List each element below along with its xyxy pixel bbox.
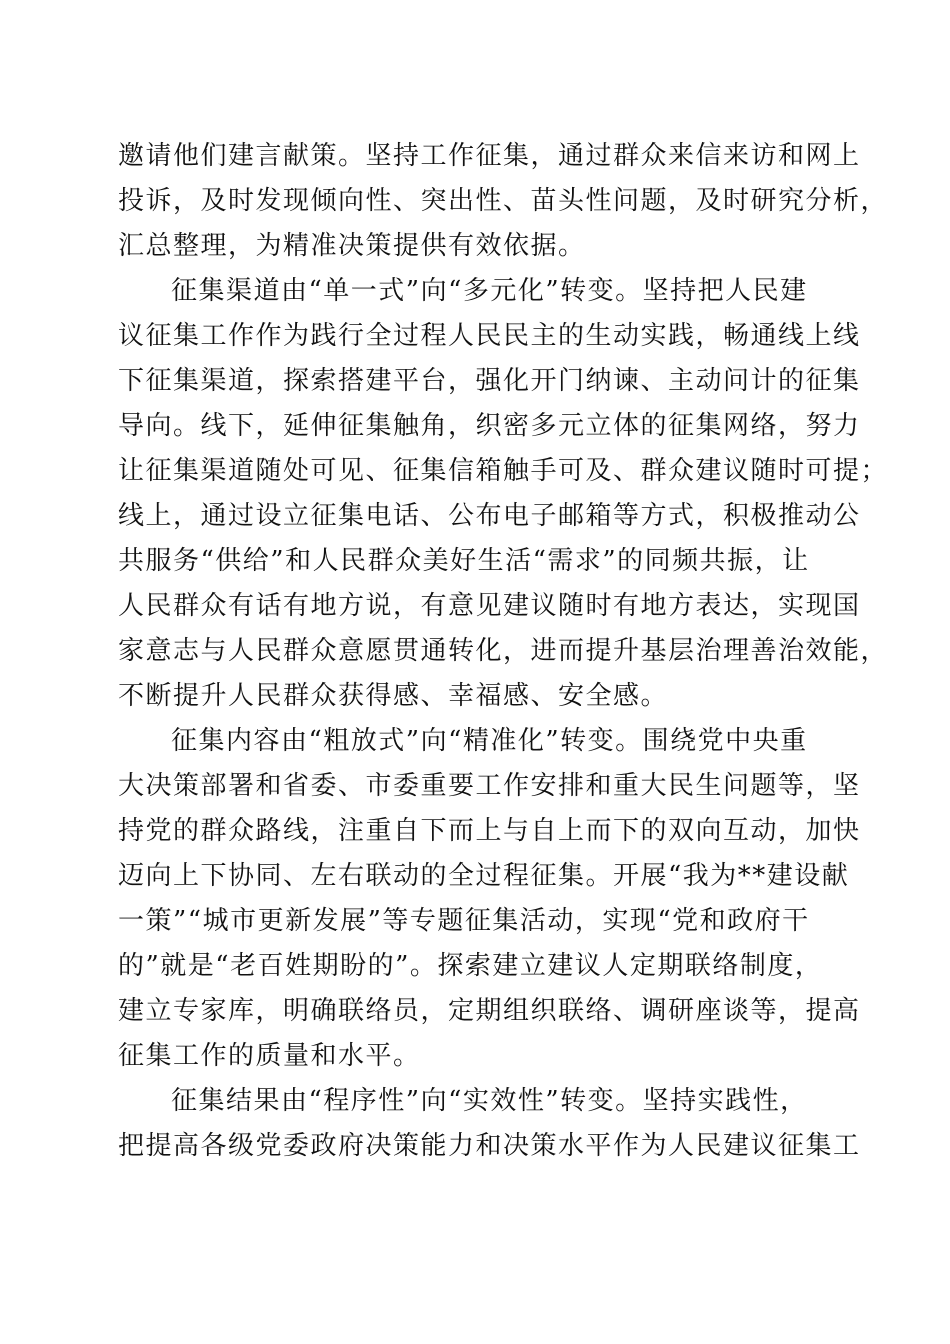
text-line: 不断提升人民群众获得感、幸福感、安全感。 [118,681,669,711]
text-line: 导向。线下，延伸征集触角，织密多元立体的征集网络，努力 [118,411,861,441]
text-line: 家意志与人民群众意愿贯通转化，进而提升基层治理善治效能， [118,636,889,666]
text-line: 让征集渠道随处可见、征集信箱触手可及、群众建议随时可提； [118,456,889,486]
text-line: 迈向上下协同、左右联动的全过程征集。开展“我为**建设献 [118,861,850,891]
paragraph-start-line: 征集渠道由“单一式”向“多元化”转变。坚持把人民建 [171,276,808,306]
text-line: 人民群众有话有地方说，有意见建议随时有地方表达，实现国 [118,591,861,621]
text-line: 投诉，及时发现倾向性、突出性、苗头性问题，及时研究分析， [118,186,889,216]
text-line: 把提高各级党委政府决策能力和决策水平作为人民建议征集工 [118,1131,861,1161]
paragraph-start-line: 征集内容由“粗放式”向“精准化”转变。围绕党中央重 [171,726,808,756]
text-line: 大决策部署和省委、市委重要工作安排和重大民生问题等，坚 [118,771,861,801]
text-line: 汇总整理，为精准决策提供有效依据。 [118,231,586,261]
text-line: 一策”“城市更新发展”等专题征集活动，实现“党和政府干 [118,906,810,936]
text-line: 下征集渠道，探索搭建平台，强化开门纳谏、主动问计的征集 [118,366,861,396]
document-body [118,134,889,1169]
text-line: 的”就是“老百姓期盼的”。探索建立建议人定期联络制度， [118,951,823,981]
text-line: 持党的群众路线，注重自下而上与自上而下的双向互动，加快 [118,816,861,846]
text-line: 线上，通过设立征集电话、公布电子邮箱等方式，积极推动公 [118,501,861,531]
paragraph-start-line: 征集结果由“程序性”向“实效性”转变。坚持实践性， [171,1086,808,1116]
text-line: 议征集工作作为践行全过程人民民主的生动实践，畅通线上线 [118,321,861,351]
text-line: 共服务“供给”和人民群众美好生活“需求”的同频共振，让 [118,546,810,576]
text-line: 邀请他们建言献策。坚持工作征集，通过群众来信来访和网上 [118,141,861,171]
text-line: 建立专家库，明确联络员，定期组织联络、调研座谈等，提高 [118,996,861,1026]
text-line: 征集工作的质量和水平。 [118,1041,421,1071]
